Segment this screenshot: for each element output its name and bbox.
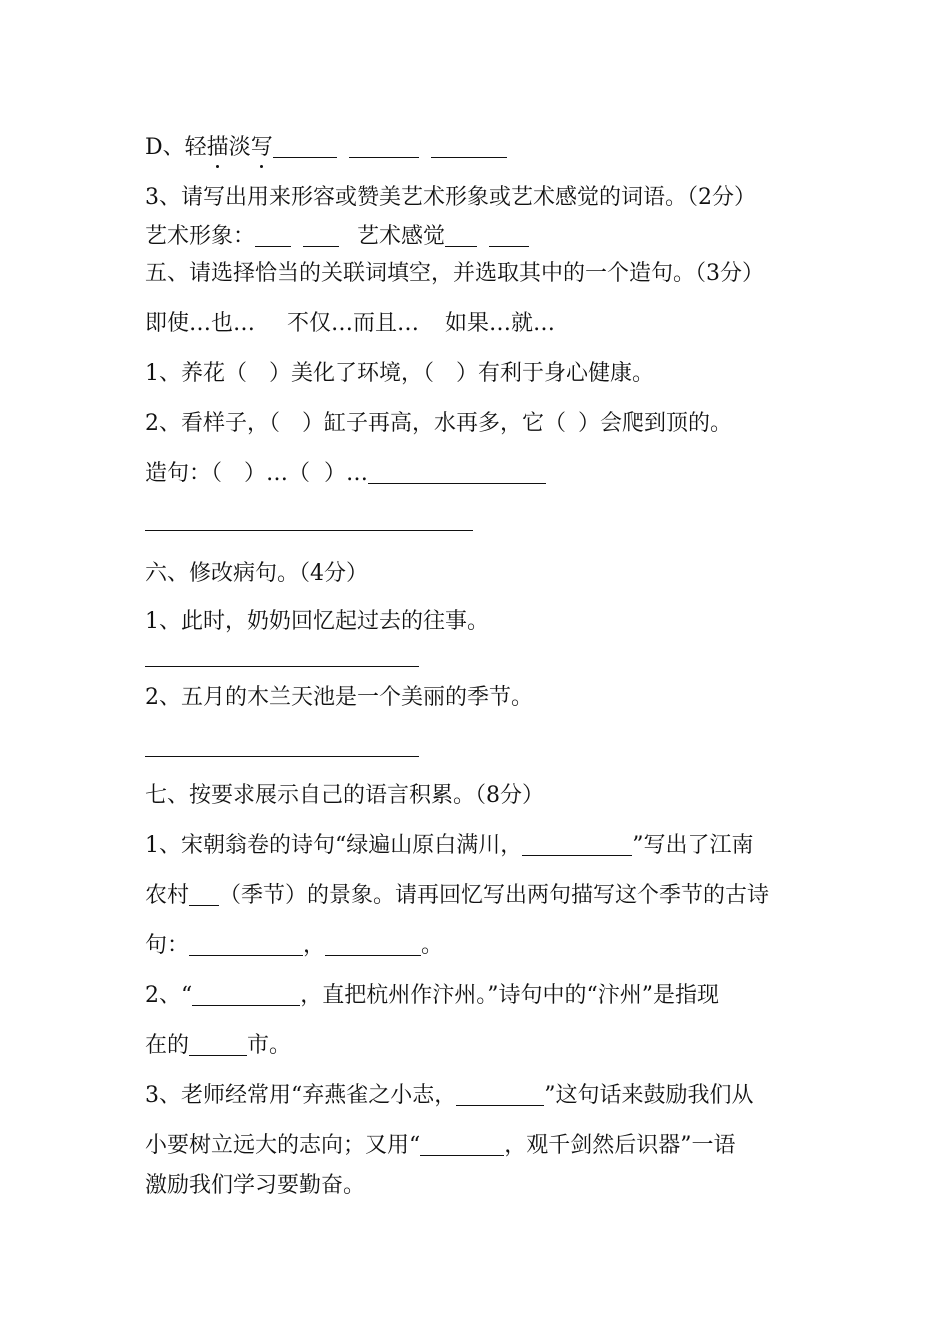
sec7-q2-line2 xyxy=(145,1032,291,1060)
q3-answer-line xyxy=(145,223,529,251)
sec5-option-1: 即使…也… xyxy=(145,311,256,336)
sec7-q2-city-blank[interactable] xyxy=(189,1033,247,1056)
sec7-q1-line1 xyxy=(145,832,754,860)
q3-feeling-blank-2[interactable] xyxy=(489,224,529,247)
d-item-blank-2[interactable] xyxy=(349,135,419,158)
sec6-q1: 1、此时，奶奶回忆起过去的往事。 xyxy=(145,609,489,634)
sec7-q3-line2 xyxy=(145,1132,736,1160)
q3-label-image: 艺术形象： xyxy=(145,224,256,249)
sec7-q3-text-c: 小要树立远大的志向；又用“ xyxy=(145,1133,421,1158)
sec5-q1-part-c: ）有利于身心健康。 xyxy=(456,361,655,386)
sec7-q2-text-a: 2、“ xyxy=(145,983,193,1008)
sec7-q1-text-b: ”写出了江南 xyxy=(632,833,754,858)
sec7-q2-text-b: ，直把杭州作汴州。”诗句中的“汴州”是指现 xyxy=(300,983,719,1008)
q3-feeling-blank-1[interactable] xyxy=(445,224,477,247)
sec6-q1-answer-line[interactable] xyxy=(145,666,419,667)
sec5-q1-part-b: ）美化了环境，（ xyxy=(269,361,435,386)
d-item-prefix: D、 xyxy=(145,135,185,160)
sec7-q1-text-e: 句： xyxy=(145,933,190,958)
sec7-q3-blank-1[interactable] xyxy=(456,1083,544,1106)
sec7-q1-line3 xyxy=(145,932,443,960)
sec6-q2: 2、五月的木兰天池是一个美丽的季节。 xyxy=(145,685,533,710)
d-item-line xyxy=(145,134,507,162)
d-item-char-2-emphasis: 描 xyxy=(206,135,229,160)
sec5-option-3: 如果…就… xyxy=(445,311,556,336)
q3-label-feeling: 艺术感觉 xyxy=(357,224,446,249)
sec5-make-end: ）… xyxy=(324,461,369,486)
sec7-q1-line2 xyxy=(145,882,769,910)
sec5-q2-part-a: 2、看样子，（ xyxy=(145,411,280,436)
sec7-title: 七、按要求展示自己的语言积累。（8分） xyxy=(145,783,544,808)
sec7-q1-text-d: （季节）的景象。请再回忆写出两句描写这个季节的古诗 xyxy=(219,883,770,908)
sec7-q1-period: 。 xyxy=(421,933,444,958)
sec7-q3-text-a: 3、老师经常用“弃燕雀之小志， xyxy=(145,1083,457,1108)
q3-image-blank-1[interactable] xyxy=(255,224,291,247)
sec5-title: 五、请选择恰当的关联词填空，并选取其中的一个造句。（3分） xyxy=(145,261,764,286)
sec5-q2-part-c: ）会爬到顶的。 xyxy=(578,411,733,436)
d-item-blank-3[interactable] xyxy=(431,135,507,158)
sec7-q1-verse-blank-2[interactable] xyxy=(325,933,421,956)
sec7-q3-text-b: ”这句话来鼓励我们从 xyxy=(544,1083,754,1108)
sec5-make-answer-blank[interactable] xyxy=(368,461,546,484)
sec7-q3-line3: 激励我们学习要勤奋。 xyxy=(145,1173,366,1198)
sec5-q1 xyxy=(145,360,654,388)
sec7-q1-comma: ， xyxy=(303,933,326,958)
sec7-q1-poem-blank[interactable] xyxy=(522,833,632,856)
sec5-make-label: 造句：（ xyxy=(145,461,223,486)
sec7-q3-blank-2[interactable] xyxy=(420,1133,504,1156)
sec7-q2-text-d: 市。 xyxy=(247,1033,292,1058)
q3-image-blank-2[interactable] xyxy=(303,224,339,247)
sec7-q1-text-a: 1、宋朝翁卷的诗句“绿遍山原白满川， xyxy=(145,833,523,858)
sec7-q1-season-blank[interactable] xyxy=(189,883,219,906)
sec5-answer-line[interactable] xyxy=(145,530,473,531)
sec5-options xyxy=(145,310,555,338)
sec7-q3-line1 xyxy=(145,1082,754,1110)
sec6-title: 六、修改病句。（4分） xyxy=(145,561,368,586)
sec6-q2-answer-line[interactable] xyxy=(145,756,419,757)
sec7-q2-line1 xyxy=(145,982,719,1010)
sec5-option-2: 不仅…而且… xyxy=(287,311,420,336)
d-item-blank-1[interactable] xyxy=(273,135,337,158)
sec7-q2-text-c: 在的 xyxy=(145,1033,190,1058)
d-item-char-1: 轻 xyxy=(184,135,207,160)
d-item-char-4-emphasis: 写 xyxy=(250,135,273,160)
sec5-make-mid: ）…（ xyxy=(244,461,311,486)
sec7-q1-verse-blank-1[interactable] xyxy=(189,933,303,956)
sec7-q2-poem-blank[interactable] xyxy=(192,983,300,1006)
sec5-q2-part-b: ）缸子再高，水再多，它（ xyxy=(302,411,567,436)
sec5-q2 xyxy=(145,410,732,438)
sec5-make-sentence xyxy=(145,460,546,488)
sec7-q1-text-c: 农村 xyxy=(145,883,190,908)
d-item-char-3: 淡 xyxy=(228,135,251,160)
sec7-q3-text-d: ，观千剑然后识器”一语 xyxy=(504,1133,736,1158)
sec5-q1-part-a: 1、养花（ xyxy=(145,361,247,386)
q3-title: 3、请写出用来形容或赞美艺术形象或艺术感觉的词语。（2分） xyxy=(145,185,756,210)
